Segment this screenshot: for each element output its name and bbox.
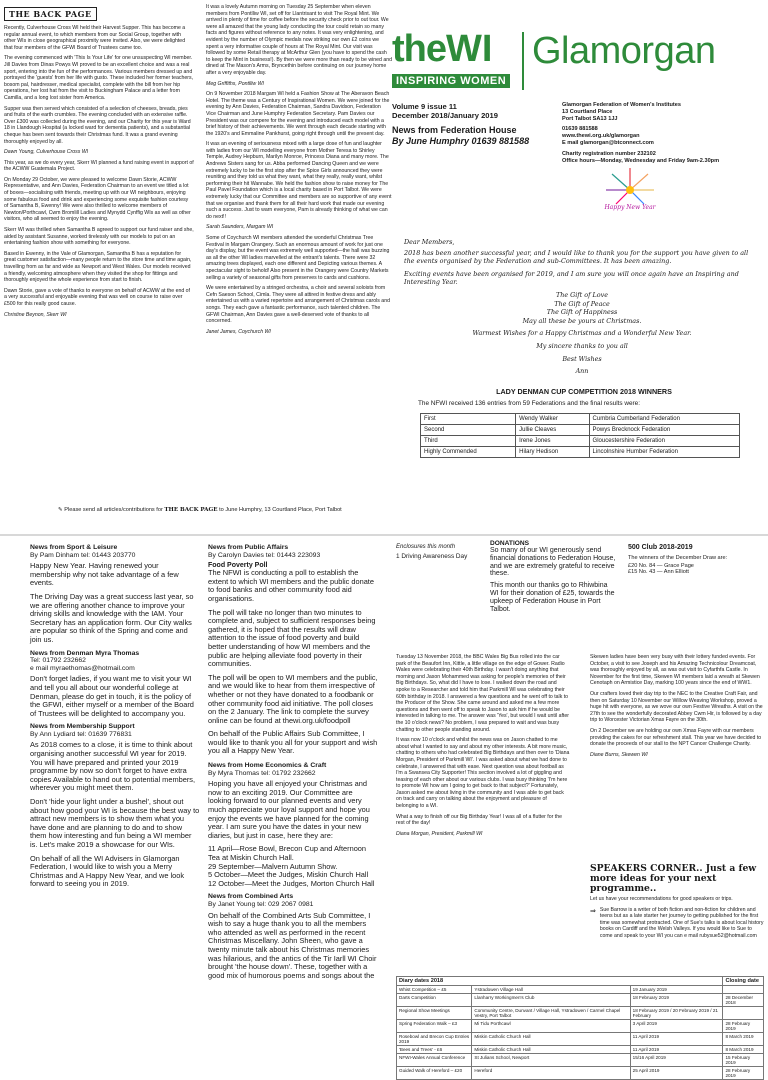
diary-event: Guided Walk of Hereford – £20 [397,1067,472,1080]
membership-heading: News from Membership Support [30,723,135,731]
letter-greeting: Dear Members, [404,238,455,246]
letter-para: Exciting events have been organised for 2019, and I am sure you will once again have an Inspiring and Interesting Year. [404,269,739,287]
fireworks-icon [600,164,660,220]
competition-name: Wendy Walker [516,414,589,425]
back-page-column-1 [4,4,194,504]
competition-name: Jullie Cleaves [516,425,589,436]
diary-venue: Mi Tidu Porthcawl [472,1020,630,1033]
back-page-footer-note [58,507,398,513]
letter-gift: The Gift of Peace [554,299,610,308]
charity-number: Charity registration number 232102 [562,150,656,157]
denman-byline: Tel: 01792 232662 [30,657,86,665]
letter-gift: May all these be yours at Christmas. [522,316,642,325]
diary-event: NFWI-Wales Annual Conference [397,1054,472,1067]
diary-closing [723,1007,764,1020]
diary-row [397,1046,764,1054]
diary-row [397,1033,764,1046]
article-paragraph: Dawn Storie, gave a vote of thanks to everyone on behalf of ACWW at the end of a very successful and enjoyable evening that was well on course to raise over £500 for this really good cause. [4,287,190,307]
phone-number: 01639 881588 [562,126,598,133]
diary-table [396,976,764,1080]
speakers-intro: Let us have your recommendations for good speakers or trips. [590,896,733,902]
article-signature: Christine Beynon, Skerr WI [4,311,67,318]
letter-para: 2018 has been another successful year, and I would like to thank you for the support you have given to all the events organised by the Federation and sub-Committees. It has been amazing. [404,248,749,266]
skewen-para: Skewen ladies have been very busy with their lottery funded events. For October, a visit to see Joseph and his Amazing Technicolour Dreamcoat, was thoroughly enjoyed by all, as was out visit to Cyfarthfa Castle. In November for the first time, Skewen WI members laid a wreath at Skewen Cenotaph on Armistice Day, marking 100 years since the end of WW1. [590,654,760,687]
left-news-column [30,544,200,1024]
enclosures-box [396,544,492,584]
diary-closing: 28 February 2019 [723,1020,764,1033]
diary-closing [723,986,764,994]
bbc-para: Tuesday 13 November 2018, the BBC Wales Big Bus rolled into the car park of the Beaufort Inn, Kittle, a little village on the edge of Gower. Radio Wales were celebrating their 40th Birthday. I wasn't doing anything that morning and Jason Mohammed was asking for people's memories of their Big Birthdays. So, what did I have to lose. I walked down the road and spoke to a Researcher and told him that Parkmill WI was celebrating their 60th birthday in 2018. I answered a few questions and he went off to talk to the Producer of the Show. She came around and asked me a few more questions and then went off to speak to Jason to ask him if he would be interested in talking to me. The answer was 'Yes', but would I wait until after the 10 o'clock news? No problem, I was prepared to wait and was busy chatting to other people standing around. [396,654,569,733]
diary-row [397,986,764,994]
diary-closing-header: Closing date [723,977,764,986]
article-paragraph: The evening commenced with 'This Is Your Life' for one unsuspecting WI member. Jill Davies from Dinas Powys WI proved to be an excellent choice and was a real sport, entering into the fun of the performances. Various members dressed up and portrayed the 'guests' from her life with gusto. These included her former teachers, bosom pal, hairdresser, medical specialist, complete with the bill from her hip operations, her lost hat from the visit to Buckingham Palace and a letter from Camilla, and a long lost sister from America. [4,55,194,101]
article-signature: Sarah Saunders, Margam WI [206,224,274,231]
article-paragraph: We were entertained by a stringed orchestra, a choir and several soloists from Cefn Saeson School, Cimla. They were all attired in festive dress and ably entertained us with a varied repertoire and arrangement of Christmas carols and songs. They each gave a fantastic performance, such talented children. The GFWI Chairman, Ann Davies gave a well-deserved vote of thanks to all concerned. [206,285,390,325]
competition-row [421,447,740,458]
article-paragraph: This year, as we do every year, Skerr WI planned a fund raising event in support of the ACWW Guatemala Project. [4,159,194,173]
competition-place: First [421,414,516,425]
footer-prefix: Please send all articles/contributions for [64,507,163,513]
competition-table [420,413,740,458]
letter-wishes: Warmest Wishes for a Happy Christmas and a Wonderful New Year. [472,329,692,338]
diary-venue: Hereford [472,1067,630,1080]
donations-text: So many of our WI generously send financial donations to Federation House, and we are extremely grateful to receive these. [490,547,616,578]
letter-gift: The Gift of Happiness [546,308,618,317]
food-poverty-heading: Food Poverty Poll [208,562,268,570]
skewen-article [590,654,764,862]
competition-federation: Powys Brecknock Federation [589,425,739,436]
membership-para: Don't 'hide your light under a bushel', shout out about how good your WI is because the best way to attract new members is to show them what you have done and are planning to do and to show them how interesting and fun being a WI member is. Let's make 2019 a showcase for our WIs. [30,797,200,849]
diary-date: 19 January 2019 [630,986,723,994]
500-club-text: The winners of the December Draw are: [628,555,728,561]
public-affairs-para: On behalf of the Public Affairs Sub Committee, I would like to thank you all for your support and wish you all a Happy New Year. [208,729,378,756]
badge-text: Happy New Year [604,204,656,211]
lady-denman-cup [404,387,764,497]
diary-event: 'Bees and Trees' - £6 [397,1046,472,1054]
office-hours: Office hours—Monday, Wednesday and Friday 9am-2.30pm [562,157,720,164]
competition-federation: Lincolnshire Humber Federation [589,447,739,458]
back-page-col2-text [206,4,392,335]
competition-name: Hilary Hedison [516,447,589,458]
article-signature: Meg Griffiths, Pontlliw WI [206,80,264,87]
donations-box [490,540,616,640]
address-line: 13 Courtland Place [562,108,613,115]
logo-wi: WI [446,28,493,70]
competition-row [421,425,740,436]
diary-date: 18 February 2019 [630,994,723,1007]
competition-place: Highly Commended [421,447,516,458]
article-paragraph: On Monday 29 October, we were pleased to welcome Dawn Storie, ACWW Representative, and Ann Davies, Federation Chairman to an event we titled a lot of boxes—socialising with friends, meeting up with our WI neighbours, enjoying some fabulous food and drink and experiencing some exquisite fashion courtesy of Samantha B, Ewenny! We were also thrilled to welcome members of Newton/Porthcawl, Cwm Bromlill Ladies and Mynydd Cynffig WIs as well as other visitors, who all seemed to enjoy the evening. [4,176,191,223]
logo-glamorgan: Glamorgan [532,30,716,72]
diary-closing: 8 March 2019 [723,1033,764,1046]
address-line: Glamorgan Federation of Women's Institutes [562,102,682,108]
bbc-para: It was now 10 o'clock and whilst the news was on Jason chatted to me about what I wanted to say and about my other interests. A bit more music, chatting to others who had celebrated Big Birthdays and then over to 'Diana Morgan, President of Parkmill WI'. I was asked about what we had done to celebrate, I answered that with ease. Next question was about football as I'm a Swansea City Supporter! This section involved a lot of giggling and teasing of each other about our various clubs. I was busy thinking 'I'm here to promote WI how am I going to get back to that subject?' Fortunately, Jason asked me about living in the community and I was able to get back on track and carry on talking about the enjoyment and pleasure of belonging to a WI. [396,737,570,810]
bbc-para: What a way to finish off our Big Birthday Year! I was all of a flutter for the rest of the day! [396,813,562,827]
home-ec-date: 12 October—Meet the Judges, Morton Church Hall [208,878,375,888]
combined-arts-para: On behalf of the Combined Arts Sub Committee, I wish to say a huge thank you to all the members who attended as well as performed in the recent Christmas Miscellany. John Sheen, who gave a twenty minute talk about his Christmas memories was hilarious, and the antics of the Tir Iarll WI Choir brought 'the house down'. These, together with a good mix of humorous poems and songs about the [208,910,377,980]
diary-closing: 8 March 2019 [723,1046,764,1054]
diary-venue: Miskin Catholic Church Hall [472,1033,630,1046]
home-ec-date: 11 April—Rose Bowl, Brecon Cup and Afternoon Tea at Miskin Church Hall. [208,844,367,862]
public-affairs-heading: News from Public Affairs [208,544,289,551]
arrow-right-icon: ⇒ [590,907,596,915]
membership-para: As 2018 comes to a close, it is time to think about organising another successful WI year for 2019. You will have prepared and printed your 2019 programme by now so don't forget to have extra copies Available to hand out to potential members, wherever you might meet them. [30,740,196,793]
article-paragraph: Supper was then served which consisted of a selection of cheeses, breads, pies and fruits of the earth crumbles. The evening concluded with an extensive raffle. Over £300 was collected during the evening, and our Charity for this year is Ward 18 in Llandough Hospital (a locked ward for dementia patients), and a substantial cheque has been sent towards their Christmas fund. It was a grand evening thoroughly enjoyed by all. [4,105,191,145]
pencil-icon: ✎ [58,507,63,513]
letter-best-wishes: Best Wishes [562,354,602,363]
public-affairs-para: The poll will take no longer than two minutes to complete and, subject to sufficient responses being gathered, it is hoped that the results will draw attention to the issue of food poverty and build better understanding of how WI members and the public are helping alleviate food poverty in their communities. [208,607,376,669]
denman-email[interactable]: e mail myraethomas@hotmail.com [30,664,135,672]
chairman-letter [404,238,760,378]
diary-date: 11 April 2019 [630,1033,723,1046]
sport-para: Happy New Year. Having renewed your membership why not take advantage of a few events. [30,561,179,588]
article-paragraph: Recently, Culverhouse Cross WI held their Harvest Supper. This has become a regular annual event, to which members from our Social Group, together with other WIs in close geographical proximity were invited. Also, we were delighted that four members of the GFWI Board of Trustees came too. [4,25,186,51]
speakers-text: Sue Barrow is a writer of both fiction and non-fiction for children and teens but as a late starter her journey to getting published for the first time was somewhat protracted. One of Sue's talks is about local history books on Cardiff and the Welsh Valleys. If you would like to Sue to come and speak to your WI you can e mail rubysue52@hotmail.com [599,906,764,939]
public-affairs-byline: By Carolyn Davies tel: 01443 223093 [208,551,321,559]
500-club-heading: 500 Club 2018-2019 [628,544,693,551]
home-ec-para: Hoping you have all enjoyed your Christmas and now to an exciting 2019. Our Committee are looking forward to our planned events and very much appreciate your loyal support and hope you enjoy the events we have planned for the coming year. I am sure you have the dates in your new diaries, but just in case, here they are: [208,779,370,840]
diary-date: 11 April 2019 [630,1046,723,1054]
diary-row [397,1054,764,1067]
issue-info [392,102,552,146]
article-signature: Dawn Young, Culverhouse Cross WI [4,149,89,156]
combined-arts-heading: News from Combined Arts [208,893,294,901]
email-address[interactable]: E mail glamorgan@btconnect.com [562,139,654,146]
diary-date: 15/16 April 2019 [630,1054,723,1067]
competition-place: Second [421,425,516,436]
diary-row [397,1020,764,1033]
diary-row [397,1067,764,1080]
logo-divider [522,32,524,90]
article-paragraph: Based in Ewenny, in the Vale of Glamorgan, Samantha B has a reputation for great customer satisfaction—many people return to the store time and time again, travelling from as far and wide as Newport and West Wales. Our models received a friendly, welcoming atmosphere when they visited the shop for fittings and thoroughly enjoyed the whole experience from start to finish. [4,250,192,284]
diary-row [397,1007,764,1020]
skewen-para: On 2 December we are holding our own Xmas Fayre with our members providing the cakes for our refreshment stall. This year we have decided to donate the proceeds of our stall to the NPT Cancer Challenge Charity. [590,727,762,748]
competition-federation: Cumbria Cumberland Federation [589,414,739,425]
home-ec-date: 29 September—Malvern Autumn Show. [208,861,338,871]
sport-heading: News from Sport & Leisure [30,544,118,551]
issue-date: December 2018/January 2019 [392,111,498,120]
diary-date: 3 April 2019 [630,1020,723,1033]
diary-event: Darts Competition [397,994,472,1007]
article-paragraph: On 9 November 2018 Margam WI held a Fashion Show at The Aberavon Beach Hotel. The theme was a Century of Inspirational Women. We were joined for the evening by Ann Davies, Federation Chairman, Sandra Davidson, Federation Vice Chairman and June Humphry Federation Secretary. Pam Davies our President was our compere for the evening and introduced each model with a brief history of their achievements. We went through each decade starting with the 1920's and Emmaline Pankhurst, going right through until the present day. [206,91,390,137]
diary-event: Rosebowl and Brecon Cup Entries 2019 [397,1033,472,1046]
membership-byline: By Ann Lydiard tel: 01639 776831 [30,730,132,738]
back-page-column-2 [206,4,392,504]
enclosures-item: 1 Driving Awareness Day [396,553,468,560]
combined-arts-byline: By Janet Young tel: 029 2067 0981 [208,900,314,908]
diary-dates [396,976,764,1078]
public-affairs-para: The poll will be open to WI members and the public, and we would like to hear from them irrespective of whether or not they have donated to a foodbank or other community food aid initiative. The poll closes on the 2 January. The link to complete the survey online can be found at thewi.org.uk/foodpoll [208,672,378,725]
competition-name: Irene Jones [516,436,589,447]
article-paragraph: It was an evening of seriousness mixed with a large dose of fun and laughter with ladies from our WI modelling everyone from Mother Teresa to Shirley Temple, Audrey Hepburn, Marilyn Monroe, Princess Diana and many more. The Andrews Sisters sang for us. Abba performed Dancing Queen and we were extremely lucky to be the first stop after the Spice Girls announced they were reuniting and they told us what they want, what they really, really want, whilst performing their hit Wannabe. We held the fashion show to raise money for The Paul Pavel Foundation which is a local charity based in Port Talbot. We were extremely lucky that our Committee and members are so supportive of any event that we organise and thank them for all their hard work that made our evening such a success. Just to warn everyone, Pam is already thinking of what we can do next!! [206,141,392,220]
competition-subtitle: The NFWI received 136 entries from 59 Federations and the final results were: [418,400,640,407]
denman-heading: News from Denman Myra Thomas [30,649,140,657]
home-ec-date: 5 October—Meet the Judges, Miskin Church Hall [208,870,369,880]
diary-venue: St Julians School, Newport [472,1054,630,1067]
address-line: Port Talbot SA13 1JJ [562,115,618,122]
diary-closing: 28 February 2019 [723,1067,764,1080]
logo-tagline: INSPIRING WOMEN [392,74,510,88]
membership-para: On behalf of all the WI Advisers in Glamorgan Federation, I would like to wish you a Merry Christmas and A Happy New Year, and we look forward to seeing you in 2019. [30,853,185,889]
competition-row [421,436,740,447]
diary-event: Regional Show Meetings [397,1007,472,1020]
diary-venue: Miskin Catholic Church Hall [472,1046,630,1054]
footer-suffix: to June Humphry, 13 Courtland Place, Port Talbot [219,507,342,513]
volume: Volume 9 issue 11 [392,102,457,111]
diary-row [397,994,764,1007]
federation-byline: By June Humphry 01639 881588 [392,136,530,146]
happy-new-year-badge [600,164,660,220]
article-signature: Janet James, Coychurch WI [206,328,271,335]
diary-venue: Llanharry Workingmen's Club [472,994,630,1007]
bbc-article [396,654,570,1016]
letter-signature: Ann [575,367,589,376]
competition-federation: Gloucestershire Federation [589,436,739,447]
bbc-signature: Diana Morgan, President, Parkmill WI [396,830,483,837]
back-page-sheet [0,0,768,536]
middle-news-column [208,544,378,1024]
speakers-entry [590,907,764,944]
article-paragraph: Some of Coychurch WI members attended the wonderful Christmas Tree Festival in Margam Orangery. Such an enormous amount of work for just one day's display, but the event was extremely well supported—the hall was buzzing as all the other WI ladies marvelled at the entrant's talents. There were 32 amazing trees displayed, each one different and Depicting various themes. A spectacular sight to behold! Also present in the Orangery were Country Markets selling a variety of seasonal gifts from preserves to cards and cushions. [206,235,390,281]
500-club-winner: £20 No. 84 — Grace Page [628,563,694,569]
letter-gift: The Gift of Love [555,290,609,299]
diary-venue: Community Centre, Dunvant / Village Hall, Ystradowen / Carmel Chapel Vestry, Port Talbot [472,1007,630,1020]
500-club-box [628,544,764,614]
article-paragraph: Skerr WI was thrilled when Samantha B agreed to support our fund raiser and she, aided by assistant Susanne, worked tirelessly with our models to put on an entertaining fashion show with something for everyone. [4,227,194,247]
competition-place: Third [421,436,516,447]
diary-event: Spring Federation Walk – £3 [397,1020,472,1033]
diary-venue: Ystradowen Village Hall [472,986,630,994]
federation-news-title: News from Federation House [392,125,517,135]
speakers-heading: SPEAKERS CORNER.. Just a few more ideas for your next programme.. [590,863,757,894]
denman-para: Don't forget ladies, if you want me to visit your WI and tell you all about our wonderful college at Denman, please do get in touch, it is the policy of the GFWI, either myself or a member of the Board of Trustees will be delighted to accompany you. [30,674,194,718]
federation-address [562,102,766,164]
diary-title: Diary dates 2018 [397,977,723,986]
diary-closing: 28 December 2018 [723,994,764,1007]
federation-news-sheet [0,536,768,1078]
donations-text: This month our thanks go to Rhiwbina WI for their donation of £25, towards the upkeep of Federation House in Port Talbot. [490,582,615,613]
public-affairs-para: The NFWI is conducting a poll to establish the extent to which WI members and the public donate to food banks and other community food aid organisations. [208,568,374,603]
masthead-logo [392,28,764,100]
donations-heading: DONATIONS [490,540,530,547]
letter-thanks: My sincere thanks to you all [536,341,628,350]
footer-title: THE BACK PAGE [164,507,218,513]
competition-title: LADY DENMAN CUP COMPETITION 2018 WINNERS [496,387,672,396]
diary-closing: 15 February 2019 [723,1054,764,1067]
home-ec-heading: News from Home Economics & Craft [208,762,327,770]
sport-byline: By Pam Dinham tel: 01443 203770 [30,551,136,559]
back-page-title: THE BACK PAGE [4,7,97,21]
back-page-col1-text [4,25,194,318]
sport-para: The Driving Day was a great success last year, so we are offering another chance to improve your driving skills and knowledge with the IAM. Your Secretary has an application form. Our City walks are popular so think of the Spring and come and join us. [30,591,194,644]
skewen-para: Our crafters loved their day trip to the NEC to the Creative Craft Fair, and then on Saturday 10 November our Willow Weaving Workshop, proved a huge hit with everyone, as we wove our own Festive Wreaths. A visit on the 27th to see the wonderfully decorated Abbey Cwm Hir, is followed by a day trip to Worcester Victorian Xmas Fayre on the 30th. [590,690,763,724]
500-club-winner: £15 No. 43 — Ann Elliott [628,569,689,575]
enclosures-heading: Enclosures this month [396,544,456,550]
speakers-corner [590,864,764,972]
logo-the: the [392,28,446,70]
diary-date: 18 February 2019 / 20 February 2019 / 21 February [630,1007,723,1020]
skewen-signature: Diane Burns, Skewen WI [590,751,648,758]
competition-row [421,414,740,425]
article-paragraph: It was a lovely Autumn morning on Tuesday 25 September when eleven members from Pontlliw WI, set off for Llantrisant to visit The Royal Mint. We arrived in plenty of time for coffee before the security check prior to out tour. We were all amazed that the young lady conducting the tour could retain so many facts and figures without reference to any notes. It was very enlightening, and evident by the number of Olympic medals now striking our own £2 coins we spent a very informative couple of hours at The Royal Mint. Our visit was followed by some Retail therapy at McArthur Glen (you have to spend the cash to keep the Mint in business!). By then we were more than ready to be wined and dined at The Mason's Arms, Bryncethin before continuing on our journey home after a very enjoyable day. [206,4,392,76]
home-ec-byline: By Myra Thomas tel: 01792 232662 [208,769,316,777]
website[interactable]: www.thewi.org.uk/glamorgan [562,133,640,140]
diary-date: 25 April 2019 [630,1067,723,1080]
diary-event: Whist Competition – £5 [397,986,472,994]
